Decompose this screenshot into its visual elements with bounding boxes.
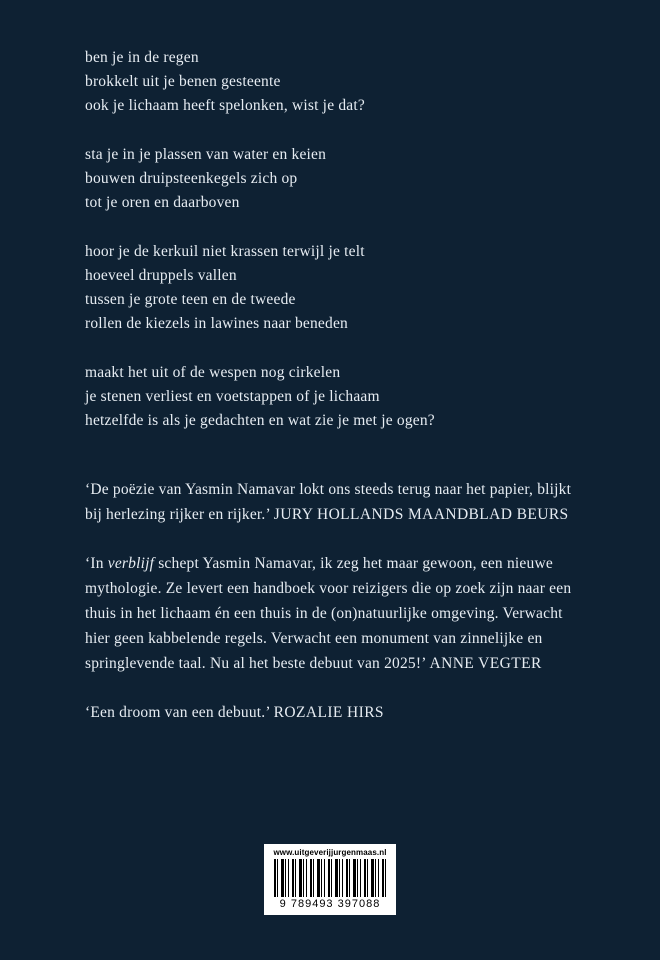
poem-line: hoeveel druppels vallen — [85, 267, 237, 284]
poem-stanza-3 — [85, 240, 577, 336]
poem-line: brokkelt uit je benen gesteente — [85, 73, 281, 90]
poem-stanza-2 — [85, 143, 577, 215]
poem-line: tot je oren en daarboven — [85, 194, 240, 211]
book-title-italic: verblijf — [107, 555, 155, 572]
poem-line: tussen je grote teen en de tweede — [85, 291, 296, 308]
quote-text: ‘Een droom van een debuut.’ — [85, 704, 274, 721]
poem-line: ben je in de regen — [85, 49, 199, 66]
barcode-image — [274, 859, 386, 897]
quote-attribution: JURY HOLLANDS MAANDBLAD BEURS — [273, 506, 569, 523]
quote-attribution: ANNE VEGTER — [429, 655, 542, 672]
poem-stanza-4 — [85, 361, 577, 433]
poem-line: hoor je de kerkuil niet krassen terwijl je telt — [85, 243, 365, 260]
poem-line: sta je in je plassen van water en keien — [85, 146, 327, 163]
poem — [85, 46, 577, 433]
poem-line: maakt het uit of de wespen nog cirkelen — [85, 364, 341, 381]
quote-text: ‘In — [85, 555, 108, 572]
review-quotes-section — [85, 477, 577, 725]
review-quote-3 — [85, 700, 577, 725]
poem-stanza-1 — [85, 46, 577, 118]
poem-line: rollen de kiezels in lawines naar beneden — [85, 315, 348, 332]
poem-line: hetzelfde is als je gedachten en wat zie je met je ogen? — [85, 412, 435, 429]
quote-text: schept Yasmin Namavar, ik zeg het maar gewoon, een nieuwe mythologie. Ze levert een handboek voor reizigers die op zoek zijn naar een thuis in het lichaam én een thuis in de (on)natuurlijke omgeving. Verwacht hier geen kabbelende regels. Verwacht een monument van zinnelijke en springlevende taal. Nu al het beste debuut van 2025!’ — [85, 555, 572, 672]
poem-line: bouwen druipsteenkegels zich op — [85, 170, 298, 187]
quote-attribution: ROZALIE HIRS — [273, 704, 384, 721]
quote-text: ‘De poëzie van Yasmin Namavar lokt ons steeds terug naar het papier, blijkt bij herlezing rijker en rijker.’ — [85, 481, 572, 523]
review-quote-1 — [85, 477, 577, 527]
poem-line: ook je lichaam heeft spelonken, wist je dat? — [85, 97, 365, 114]
isbn-number: 9 789493 397088 — [279, 898, 381, 910]
poem-line: je stenen verliest en voetstappen of je lichaam — [85, 388, 380, 405]
cover-content — [85, 46, 577, 749]
publisher-url: www.uitgeverijjurgenmaas.nl — [273, 848, 387, 857]
review-quote-2 — [85, 551, 577, 676]
barcode-panel — [264, 844, 396, 915]
